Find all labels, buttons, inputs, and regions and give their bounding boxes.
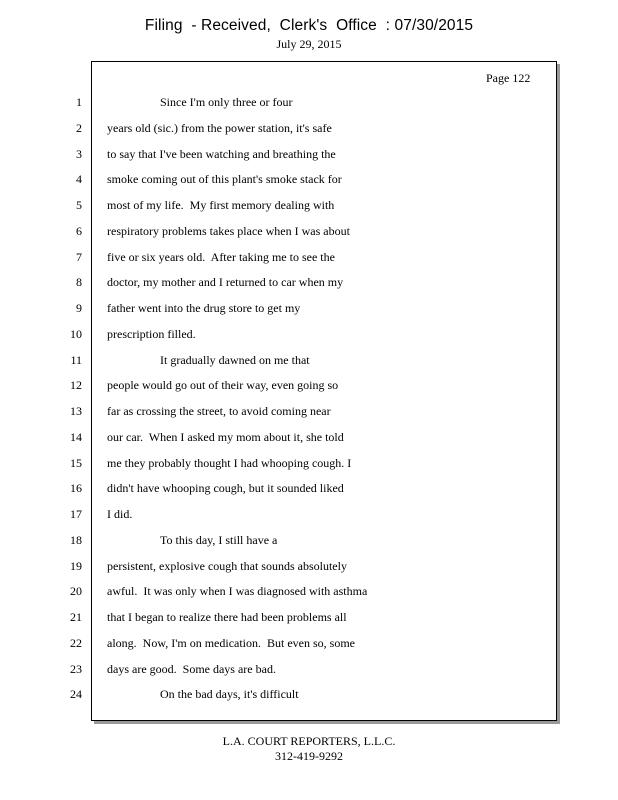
transcript-line: awful. It was only when I was diagnosed with asthma xyxy=(107,584,368,598)
transcript-line: me they probably thought I had whooping cough. I xyxy=(107,456,352,470)
line-number: 21 xyxy=(70,610,82,624)
transcript-line: I did. xyxy=(107,507,133,521)
page-number: Page 122 xyxy=(486,71,531,85)
transcript-line: On the bad days, it's difficult xyxy=(160,687,299,701)
line-number: 9 xyxy=(76,301,82,315)
line-number: 12 xyxy=(70,378,82,392)
line-number: 17 xyxy=(70,507,82,521)
line-number: 11 xyxy=(70,353,82,367)
transcript-line: that I began to realize there had been problems all xyxy=(107,610,347,624)
transcript-line: most of my life. My first memory dealing with xyxy=(107,198,335,212)
line-number: 22 xyxy=(70,636,82,650)
line-number: 7 xyxy=(76,250,82,264)
line-number: 5 xyxy=(76,198,82,212)
transcript-line: Since I'm only three or four xyxy=(160,95,293,109)
line-number: 20 xyxy=(70,584,82,598)
line-number: 2 xyxy=(76,121,82,135)
line-number: 24 xyxy=(70,687,82,701)
footer-phone: 312-419-9292 xyxy=(275,749,343,763)
document-date: July 29, 2015 xyxy=(276,37,342,51)
transcript-line: It gradually dawned on me that xyxy=(160,353,310,367)
line-number: 18 xyxy=(70,533,82,547)
line-number: 14 xyxy=(70,430,82,444)
transcript-line: people would go out of their way, even going so xyxy=(107,378,339,392)
line-number: 16 xyxy=(70,481,82,495)
transcript-line: along. Now, I'm on medication. But even so, some xyxy=(107,636,356,650)
line-number: 8 xyxy=(76,275,82,289)
line-number: 13 xyxy=(70,404,82,418)
transcript-line: didn't have whooping cough, but it sounded liked xyxy=(107,481,344,495)
line-number: 3 xyxy=(76,147,82,161)
line-number: 6 xyxy=(76,224,82,238)
line-number: 15 xyxy=(70,456,82,470)
transcript-line: far as crossing the street, to avoid coming near xyxy=(107,404,331,418)
transcript-line: To this day, I still have a xyxy=(160,533,278,547)
line-number: 1 xyxy=(76,95,82,109)
transcript-line: to say that I've been watching and breathing the xyxy=(107,147,336,161)
line-number: 19 xyxy=(70,559,82,573)
transcript-line: our car. When I asked my mom about it, she told xyxy=(107,430,344,444)
transcript-line: father went into the drug store to get my xyxy=(107,301,301,315)
line-number: 10 xyxy=(70,327,82,341)
footer-company: L.A. COURT REPORTERS, L.L.C. xyxy=(222,734,396,748)
line-number: 23 xyxy=(70,662,82,676)
transcript-line: respiratory problems takes place when I was about xyxy=(107,224,350,238)
transcript-line: doctor, my mother and I returned to car when my xyxy=(107,275,344,289)
transcript-line: smoke coming out of this plant's smoke stack for xyxy=(107,172,342,186)
transcript-line: years old (sic.) from the power station, it's safe xyxy=(107,121,332,135)
transcript-line: days are good. Some days are bad. xyxy=(107,662,276,676)
line-number: 4 xyxy=(76,172,82,186)
filing-stamp: Filing - Received, Clerk's Office : 07/30/2015 xyxy=(144,17,474,34)
transcript-line: prescription filled. xyxy=(107,327,196,341)
transcript-line: persistent, explosive cough that sounds absolutely xyxy=(107,559,347,573)
transcript-line: five or six years old. After taking me to see the xyxy=(107,250,335,264)
